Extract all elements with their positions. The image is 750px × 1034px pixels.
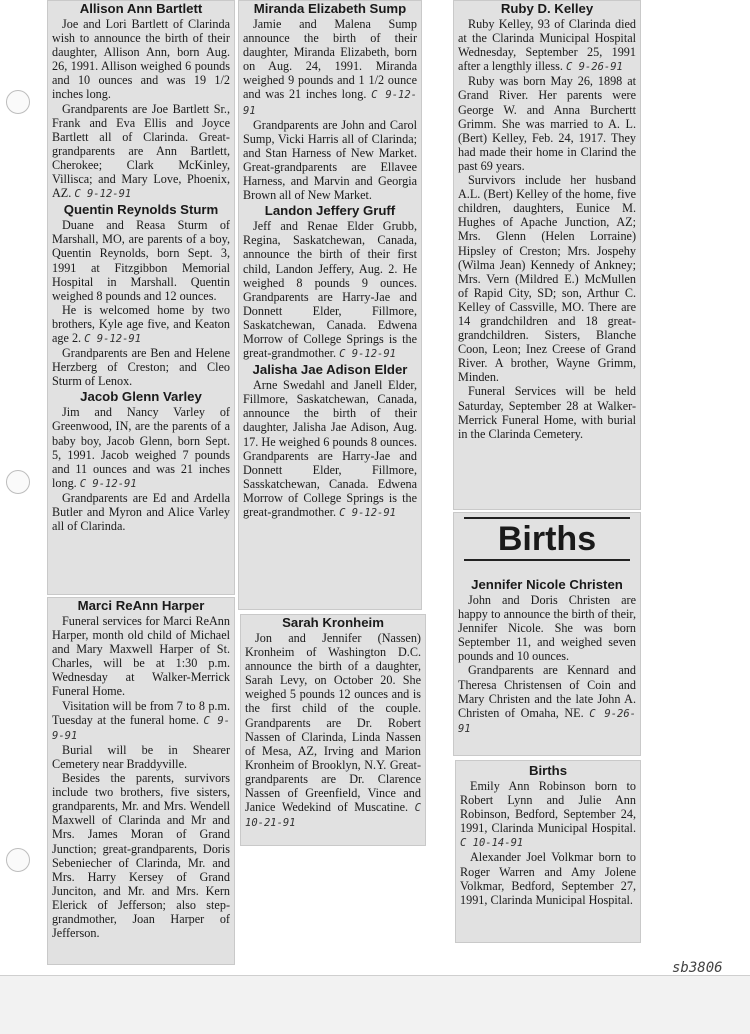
article-paragraph: Duane and Reasa Sturm of Marshall, MO, are parents of a boy, Quentin Reynolds, born Sept. 3, 1991 at Fitzgibbon Memorial Hospital in Marshall. Quentin weighed 8 pounds and 12 ounces. bbox=[52, 218, 230, 303]
article-paragraph: Besides the parents, survivors include two brothers, five sisters, grandparents, Mr. and Mrs. Wendell Maxwell of Clarinda and Mr and Mrs. James Moran of Grand Junction; great-grandparents, Doris Sebeniecher of Clarinda, Mr. and Mrs. Harry Kersey of Grand Junciton, and Mr. and Mrs. Kern Elerick of Jefferson; also step-grandmother, Joan Harper of Jefferson. bbox=[52, 771, 230, 941]
handwritten-date: C 9-12-91 bbox=[339, 507, 397, 519]
handwritten-date: C 9-9-91 bbox=[52, 714, 230, 742]
article-title: Allison Ann Bartlett bbox=[79, 1, 203, 16]
article-title: Quentin Reynolds Sturm bbox=[63, 202, 219, 218]
article-paragraph: Burial will be in Shearer Cemetery near Braddyville. bbox=[52, 742, 230, 771]
punch-hole bbox=[6, 848, 30, 872]
article-paragraph: Funeral Services will be held Saturday, September 28 at Walker-Merrick Funeral Home, with burial in the Clarinda Cemetery. bbox=[458, 384, 636, 441]
article-paragraph: John and Doris Christen are happy to announce the birth of their, Jennifer Nicole. She was born September 11, and weighed seven pounds and 10 ounces. bbox=[458, 593, 636, 664]
article-title: Marci ReAnn Harper bbox=[77, 598, 205, 613]
clipping-ruby-kelley bbox=[453, 0, 641, 510]
article-paragraph: Grandparents are Ed and Ardella Butler and Myron and Alice Varley all of Clarinda. bbox=[52, 490, 230, 534]
births-header: Births bbox=[464, 517, 630, 561]
article-paragraph: Visitation will be from 7 to 8 p.m. Tuesday at the funeral home. C 9-9-91 bbox=[52, 698, 230, 742]
article-title: Births bbox=[528, 763, 568, 778]
handwritten-date: C 9-26-91 bbox=[458, 707, 636, 735]
article-paragraph: Funeral services for Marci ReAnn Harper, month old child of Michael and Mary Maxwell Harper of St. Charles, will be at 1:30 p.m. Wednesday at Walker-Merrick Funeral Home. bbox=[52, 614, 230, 699]
article-landon bbox=[243, 203, 417, 361]
handwritten-date: C 9-12-91 bbox=[339, 348, 397, 361]
article-paragraph: Jamie and Malena Sump announce the birth of their daughter, Miranda Elizabeth, born on Aug. 24, 1991. Miranda weighed 9 pounds and 1 1/2 ounce and was 21 inches long. C 9-12-91 bbox=[243, 17, 417, 117]
article-paragraph: Jeff and Renae Elder Grubb, Regina, Saskatchewan, Canada, announce the birth of their first child, Landon Jeffery, Aug. 2. He weighed 8 pounds 9 ounces. Grandparents are Harry-Jae and Donnett Elder, Fillmore, Saskatchewan, Canada. Edwena Morrow of College Springs is the great-grandmother. C 9-12-91 bbox=[243, 219, 417, 361]
clipping-col1-announcements bbox=[47, 0, 235, 595]
article-paragraph: Jim and Nancy Varley of Greenwood, IN, are the parents of a baby boy, Jacob Glenn, born Sept. 5, 1991. Jacob weighed 7 pounds and 11 ounces and was 21 inches long. C 9-12-91 bbox=[52, 405, 230, 490]
article-paragraph: Joe and Lori Bartlett of Clarinda wish to announce the birth of their daughter, Allison Ann, born Aug. 26, 1991. Allison weighed 6 pounds and 10 ounces and was 19 1/2 inches long. bbox=[52, 17, 230, 102]
article-title: Jennifer Nicole Christen bbox=[471, 577, 623, 592]
clipping-births-jennifer bbox=[453, 512, 641, 756]
clipping-col2-announcements bbox=[238, 0, 422, 610]
article-paragraph: He is welcomed home by two brothers, Kyle age five, and Keaton age 2. C 9-12-91 bbox=[52, 302, 230, 345]
article-title: Jalisha Jae Adison Elder bbox=[252, 362, 408, 378]
article-paragraph: Grandparents are Ben and Helene Herzberg of Creston; and Cleo Sturm of Lenox. bbox=[52, 346, 230, 389]
handwritten-date: C 9-12-91 bbox=[74, 188, 132, 201]
clipping-marci-harper bbox=[47, 597, 235, 965]
clipping-sarah-kronheim bbox=[240, 614, 426, 846]
article-paragraph: Ruby Kelley, 93 of Clarinda died at the Clarinda Municipal Hospital Wednesday, September 25, 1991 after a lengthly illess. C 9-26-91 bbox=[458, 17, 636, 74]
article-title: Jacob Glenn Varley bbox=[80, 389, 202, 405]
article-paragraph: Ruby was born May 26, 1898 at Grand River. Her parents were George W. and Anna Burchertt Grimm. She was married to A. L. (Bert) Kelley, Feb. 24, 1917. They had made their home in Clarind the past 69 years. bbox=[458, 74, 636, 173]
article-jalisha bbox=[243, 362, 417, 520]
article-paragraph: Survivors include her husband A.L. (Bert) Kelley of the home, five children, daughters, Eunice M. Hughes of Apache Junction, AZ; Mrs. Glenn (Helen Lorraine) Hipsley of Creston; Mrs. Jospehy (Wilma Jean) Kennedy of Ankney; Mrs. Vern (Mildred E.) McMullen of Rapid City, SD; son, Arthur C. Kelley of Cassville, MO. There are 14 grandchildren and 18 great-grandchildren. Sisters, Blanche Coon, Leon; Inez Creese of Grand River. A brother, Wayne Grimm, Minden. bbox=[458, 173, 636, 385]
punch-hole bbox=[6, 90, 30, 114]
punch-hole bbox=[6, 470, 30, 494]
article-paragraph: Grandparents are Joe Bartlett Sr., Frank and Eva Ellis and Joyce Bartlett all of Clarinda. Great-grandparents are Ann Bartlett, Cherokee; Clark McKinley, Villisca; and Mary Love, Phoenix, AZ. C 9-12-91 bbox=[52, 101, 230, 201]
article-paragraph: Alexander Joel Volkmar born to Roger Warren and Amy Jolene Volkmar, Bedford, September 27, 1991, Clarinda Municipal Hospital. bbox=[460, 850, 636, 907]
article-jacob bbox=[52, 389, 230, 533]
handwritten-date: C 9-26-91 bbox=[565, 61, 623, 74]
article-title: Miranda Elizabeth Sump bbox=[253, 1, 407, 16]
article-title: Ruby D. Kelley bbox=[500, 1, 594, 16]
handwritten-date: C 9-12-91 bbox=[79, 477, 137, 490]
article-title: Landon Jeffery Gruff bbox=[264, 203, 396, 219]
article-miranda bbox=[243, 1, 417, 202]
article-paragraph: Arne Swedahl and Janell Elder, Fillmore, Saskatchewan, Canada, announce the birth of their daughter, Jalisha Jae Adison, Aug. 17. He weighed 6 pounds 8 ounces. Grandparents are Harry-Jae and Donnett Elder, Fillmore, Sasskatchewan, Canada. Edwena Morrow of College Springs is the great-grandmother. C 9-12-91 bbox=[243, 378, 417, 519]
handwritten-date: C 10-14-91 bbox=[460, 837, 524, 850]
handwritten-date: C 9-12-91 bbox=[243, 89, 417, 117]
handwritten-date: C 9-12-91 bbox=[84, 332, 142, 345]
article-paragraph: Grandparents are Kennard and Theresa Christensen of Coin and Mary Christen and the late John A. Christen of Omaha, NE. C 9-26-91 bbox=[458, 663, 636, 735]
article-paragraph: Grandparents are John and Carol Sump, Vicki Harris all of Clarinda; and Stan Harness of New Market. Great-grandparents are Ellavee Harness, and Marvin and Georgia Brown all of New Market. bbox=[243, 117, 417, 203]
clipping-births-robinson-volkmar bbox=[455, 760, 641, 943]
article-title: Sarah Kronheim bbox=[282, 615, 384, 630]
article-allison bbox=[52, 1, 230, 201]
article-paragraph: Emily Ann Robinson born to Robert Lynn and Julie Ann Robinson, Bedford, September 24, 1991, Clarinda Municipal Hospital. C 10-14-91 bbox=[460, 779, 636, 850]
article-paragraph: Jon and Jennifer (Nassen) Kronheim of Washington D.C. announce the birth of a daughter, Sarah Levy, on October 20. She weighed 5 pounds 12 ounces and is the first child of the couple. Grandparents are Dr. Robert Nassen of Clarinda, Linda Nassen of Mesa, AZ, Irving and Marion Kronheim of Brooklyn, N.Y. Great-grandparents are Dr. Clarence Nassen of Greenfield, Vince and Janice Wedekind of Muscatine. C 10-21-91 bbox=[245, 631, 421, 830]
catalog-number: sb3806 bbox=[672, 960, 723, 976]
article-quentin bbox=[52, 202, 230, 388]
scan-background bbox=[0, 975, 750, 1034]
handwritten-date: C 10-21-91 bbox=[245, 802, 421, 830]
